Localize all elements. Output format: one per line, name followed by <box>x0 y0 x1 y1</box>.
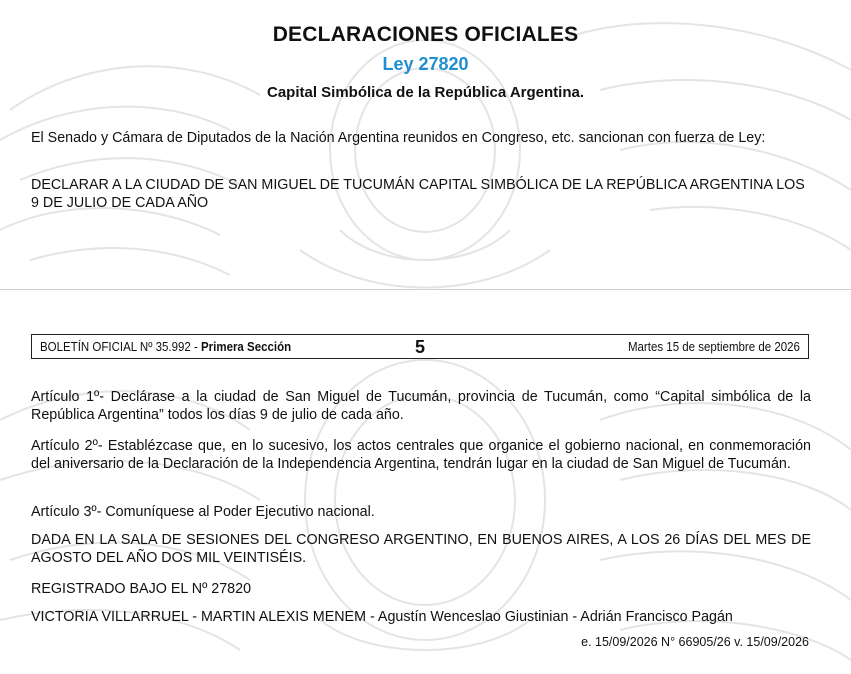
bulletin-date: Martes 15 de septiembre de 2026 <box>628 340 800 354</box>
bulletin-header <box>31 334 809 359</box>
bulletin-issue <box>40 340 291 354</box>
declaration-paragraph: DECLARAR A LA CIUDAD DE SAN MIGUEL DE TUCUMÁN CAPITAL SIMBÓLICA DE LA REPÚBLICA ARGENTINA LOS 9 DE JULIO DE CADA AÑO <box>31 177 805 211</box>
bulletin-section: Primera Sección <box>201 340 292 354</box>
page-divider <box>0 289 851 290</box>
registration-line: REGISTRADO BAJO EL Nº 27820 <box>31 581 252 597</box>
page-number: 5 <box>415 337 426 357</box>
article-3: Artículo 3º- Comuníquese al Poder Ejecutivo nacional. <box>31 504 375 520</box>
law-subtitle: Capital Simbólica de la República Argentina. <box>266 84 584 101</box>
article-2: Artículo 2º- Establézcase que, en lo sucesivo, los actos centrales que organice el gobierno nacional, en conmemoración del aniversario de la Declaración de la Independencia Argentina, tendrán lugar en la ciudad de San Miguel de Tucumán. <box>31 438 811 472</box>
bulletin-issue-label: BOLETÍN OFICIAL Nº 35.992 - <box>40 340 201 354</box>
given-in-session-paragraph: DADA EN LA SALA DE SESIONES DEL CONGRESO ARGENTINO, EN BUENOS AIRES, A LOS 26 DÍAS DEL MES DE AGOSTO DEL AÑO DOS MIL VEINTISÉIS. <box>31 532 811 566</box>
article-1: Artículo 1º- Declárase a la ciudad de San Miguel de Tucumán, provincia de Tucumán, como “Capital simbólica de la República Argentina” todos los días 9 de julio de cada año. <box>31 389 811 423</box>
enactment-paragraph: El Senado y Cámara de Diputados de la Nación Argentina reunidos en Congreso, etc. sancionan con fuerza de Ley: <box>31 130 766 146</box>
section-title: DECLARACIONES OFICIALES <box>272 23 579 46</box>
signatories-line: VICTORIA VILLARRUEL - MARTIN ALEXIS MENEM - Agustín Wenceslao Giustinian - Adrián Francisco Pagán <box>31 609 733 625</box>
publication-reference: e. 15/09/2026 N° 66905/26 v. 15/09/2026 <box>581 635 809 649</box>
law-number: Ley 27820 <box>382 54 469 74</box>
